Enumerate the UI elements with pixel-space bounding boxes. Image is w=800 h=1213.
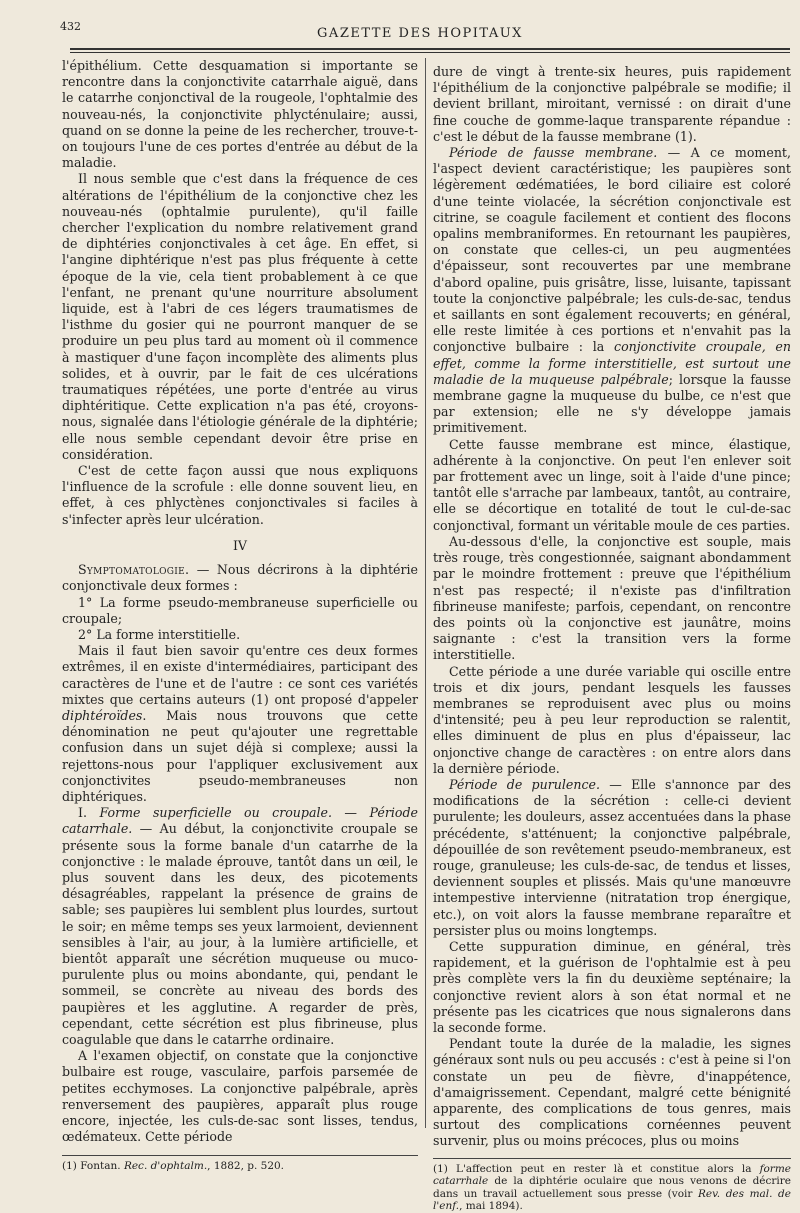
left-column [62, 58, 418, 1173]
subheading: Forme superficielle ou croupale. — Période catarrhale. [62, 805, 418, 837]
footnote-citation: Rev. des mal. de l'enf. [433, 1187, 791, 1213]
list-item: 2° La forme interstitielle. [78, 626, 241, 642]
paragraph: Il nous semble que c'est dans la fréquence de ces altérations de l'épithélium de la conjonctive chez les nouveau-nés (ophtalmie purulente), qu'il faille chercher l'explication du nombre relativement grand de diphtéries conjonctivales à cet âge. En effet, si l'angine diphtérique n'est pas plus fréquente à cette époque de la vie, cela tient probablement à ce que l'enfant, ne prenant qu'une nourriture absolument liquide, est à l'abri de ces légers traumatismes de l'isthme du gosier qui ne pourront manquer de se produire un peu plus tard au moment où il commence à mastiquer d'une façon incomplète des aliments plus solides, et à ouvrir, par le fait de ces ulcérations traumatiques répétées, une porte d'entrée au virus diphtéritique. Cette explication n'a pas été, croyons-nous, signalée dans l'étiologie générale de la diphtérie; elle nous semble cependant devoir être prise en considération. [62, 171, 418, 462]
footnote [433, 1163, 791, 1213]
paragraph [433, 777, 791, 939]
italic-phrase: conjonctivite croupale, en effet, comme la forme interstitielle, est surtout une maladie de la muqueuse palpébrale [433, 339, 791, 387]
paragraph [62, 643, 418, 805]
footnote [62, 1160, 418, 1173]
paragraph-text: — Elle s'annonce par des modifications de la sécrétion : celle-ci devient purulente; les douleurs, assez accentuées dans la phase précédente, s'atténuent; la conjonctive palpébrale, dépouillée de son revêtement pseudo-membraneux, est rouge, granuleuse; les culs-de-sac, de tendus et lisses, deviennent souples et plissés. Mais qu'une manœuvre intempestive intervienne (nitratation trop énergique, etc.), on voit alors la fausse membrane reparaître et persister plus ou moins longtemps. [433, 776, 792, 938]
paragraph: A l'examen objectif, on constate que la conjonctive bulbaire est rouge, vasculaire, parfois parsemée de petites ecchymoses. La conjonctive palpébrale, après renversement des paupières, apparaît plus rouge encore, injectée, les culs-de-sac sont lisses, tendus, œdémateux. Cette période [62, 1048, 418, 1145]
paragraph: C'est de cette façon aussi que nous expliquons l'influence de la scrofule : elle donne souvent lieu, en effet, à ces phlyctènes conjonctivales si faciles à s'infecter après leur ulcération. [62, 463, 418, 527]
paragraph: Cette suppuration diminue, en général, très rapidement, et la guérison de l'ophtalmie est à peu près complète vers la fin du deuxième septénaire; la conjonctive revient alors à son état normal et ne présente pas les cicatrices que nous signalerons dans la seconde forme. [433, 938, 791, 1035]
list-item: 1° La forme pseudo-membraneuse superficielle ou croupale; [62, 594, 418, 626]
footnote-rule [433, 1158, 791, 1159]
paragraph-text: — A ce moment, l'aspect devient caractéristique; les paupières sont légèrement œdématiées, le bord ciliaire est coloré d'une teinte violacée, la sécrétion conjonctivale est citrine, se coagule facilement et contient des flocons opalins membraniformes. En retournant les paupières, on constate que celles-ci, un peu augmentées d'épaisseur, sont recouvertes par une membrane d'abord opaline, puis grisâtre, lisse, luisante, tapissant toute la conjonctive palpébrale; les culs-de-sac, tendus et saillants en sont également recouverts; en général, elle reste limitée à ces portions et n'envahit pas la conjonctive bulbaire : la [433, 145, 791, 355]
paragraph: Pendant toute la durée de la maladie, les signes généraux sont nuls ou peu accusés : c'est à peine si l'on constate un peu de fièvre, d'inappétence, d'amaigrissement. Cependant, malgré cette bénignité apparente, des complications de tous genres, mais surtout des complications cornéennes peuvent survenir, plus ou moins précoces, plus ou moins [433, 1036, 791, 1149]
section-number: IV [232, 537, 248, 553]
right-column [433, 64, 791, 1213]
footnote-text: (1) Fontan. [62, 1160, 124, 1173]
footnote-text: , 1882, p. 520. [207, 1160, 285, 1173]
paragraph: Cette période a une durée variable qui oscille entre trois et dix jours, pendant lesquels les fausses membranes se reproduisent avec plus ou moins d'intensité; peu à peu leur reproduction se ralentit, elles diminuent de plus en plus d'épaisseur, lac onjonctive change de caractères : on entre alors dans la dernière période. [433, 663, 791, 776]
paragraph: dure de vingt à trente-six heures, puis rapidement l'épithélium de la conjonctive palpébrale se modifie; il devient brillant, miroitant, vernissé : on dirait d'une fine couche de gomme-laque transparente répandue : c'est le début de la fausse membrane (1). [433, 64, 791, 144]
paragraph [62, 805, 418, 1048]
paragraph: Cette fausse membrane est mince, élastique, adhérente à la conjonctive. On peut l'en enlever soit par frottement avec un linge, soit à l'aide d'une pince; tantôt elle s'arrache par lambeaux, tantôt, au contraire, elle se décortique en totalité de tout le cul-de-sac conjonctival, formant un véritable moule de ces parties. [433, 436, 791, 533]
subheading: Période de purulence. [449, 776, 600, 792]
footnote-rule [62, 1155, 418, 1156]
paragraph-text: ; lorsque la fausse membrane gagne la muqueuse du bulbe, ce n'est que par extension; elle ne s'y développe jamais primitivement. [433, 371, 792, 436]
journal-title: GAZETTE DES HOPITAUX [317, 26, 523, 41]
header-rule-thick [70, 48, 790, 50]
paragraph-text: Mais il faut bien savoir qu'entre ces deux formes extrêmes, il en existe d'intermédiaires, participant des caractères de l'une et de l'autre : ce sont ces variétés mixtes que certains auteurs (1) ont proposé d'appeler [62, 643, 418, 707]
subheading: Période de fausse membrane. [449, 145, 658, 161]
column-divider [425, 58, 426, 1128]
paragraph: l'épithélium. Cette desquamation si importante se rencontre dans la conjonctivite catarrhale aiguë, dans le catarrhe conjonctival de la rougeole, l'ophtalmie des nouveau-nés, la conjonctivite phlycténulaire; aussi, quand on se donne la peine de les rechercher, trouve-t-on toujours l'une de ces portes d'entrée au début de la maladie. [62, 58, 418, 171]
page-number: 432 [60, 20, 81, 33]
footnote-italic: forme catarrhale [433, 1162, 791, 1188]
paragraph-text: — Nous décrirons à la diphtérie conjonctivale deux formes : [62, 562, 418, 594]
footnote-text: , mai 1894). [459, 1200, 523, 1213]
paragraph-text: I. [78, 805, 100, 821]
italic-term: diphtéroïdes [62, 707, 143, 723]
page-header [50, 18, 790, 52]
paragraph [62, 562, 418, 594]
paragraph: Au-dessous d'elle, la conjonctive est souple, mais très rouge, très congestionnée, saignant abondamment par le moindre frottement : preuve que l'épithélium n'est pas respecté; il n'existe pas d'infiltration fibrineuse manifeste; parfois, cependant, on rencontre des points où la conjonctive est jaunâtre, moins saignante : c'est la transition vers la forme interstitielle. [433, 533, 791, 663]
footnote-citation: Rec. d'ophtalm. [123, 1160, 208, 1173]
section-label: Symptomatologie. [78, 562, 190, 578]
footnote-text: de la diphtérie oculaire que nous venons de décrire dans un travail actuellement sous presse (voir [433, 1175, 791, 1200]
paragraph [433, 145, 791, 437]
paragraph-text: . Mais nous trouvons que cette dénomination ne peut qu'ajouter une regrettable confusion dans un sujet déjà si complexe; aussi la rejettons-nous pour l'appliquer exclusivement aux conjonctivites pseudo-membraneuses non diphtériques. [62, 707, 418, 804]
paragraph-text: — Au début, la conjonctivite croupale se présente sous la forme banale d'un catarrhe de la conjonctive : le malade éprouve, tantôt dans un œil, le plus souvent dans les deux, des picotements désagréables, rappelant la présence de grains de sable; ses paupières lui semblent plus lourdes, surtout le soir; en même temps ses yeux larmoient, deviennent sensibles à l'air, au jour, à la lumière artificielle, et bientôt apparaît une sécrétion muqueuse ou muco-purulente plus ou moins abondante, qui, pendant le sommeil, se concrète au niveau des bords des paupières et les agglutine. A regarder de près, cependant, cette sécrétion est plus fibrineuse, plus coagulable que dans le catarrhe ordinaire. [62, 821, 418, 1047]
header-rule-thin [70, 52, 790, 53]
footnote-text: (1) L'affection peut en rester là et constitue alors la [433, 1162, 760, 1175]
